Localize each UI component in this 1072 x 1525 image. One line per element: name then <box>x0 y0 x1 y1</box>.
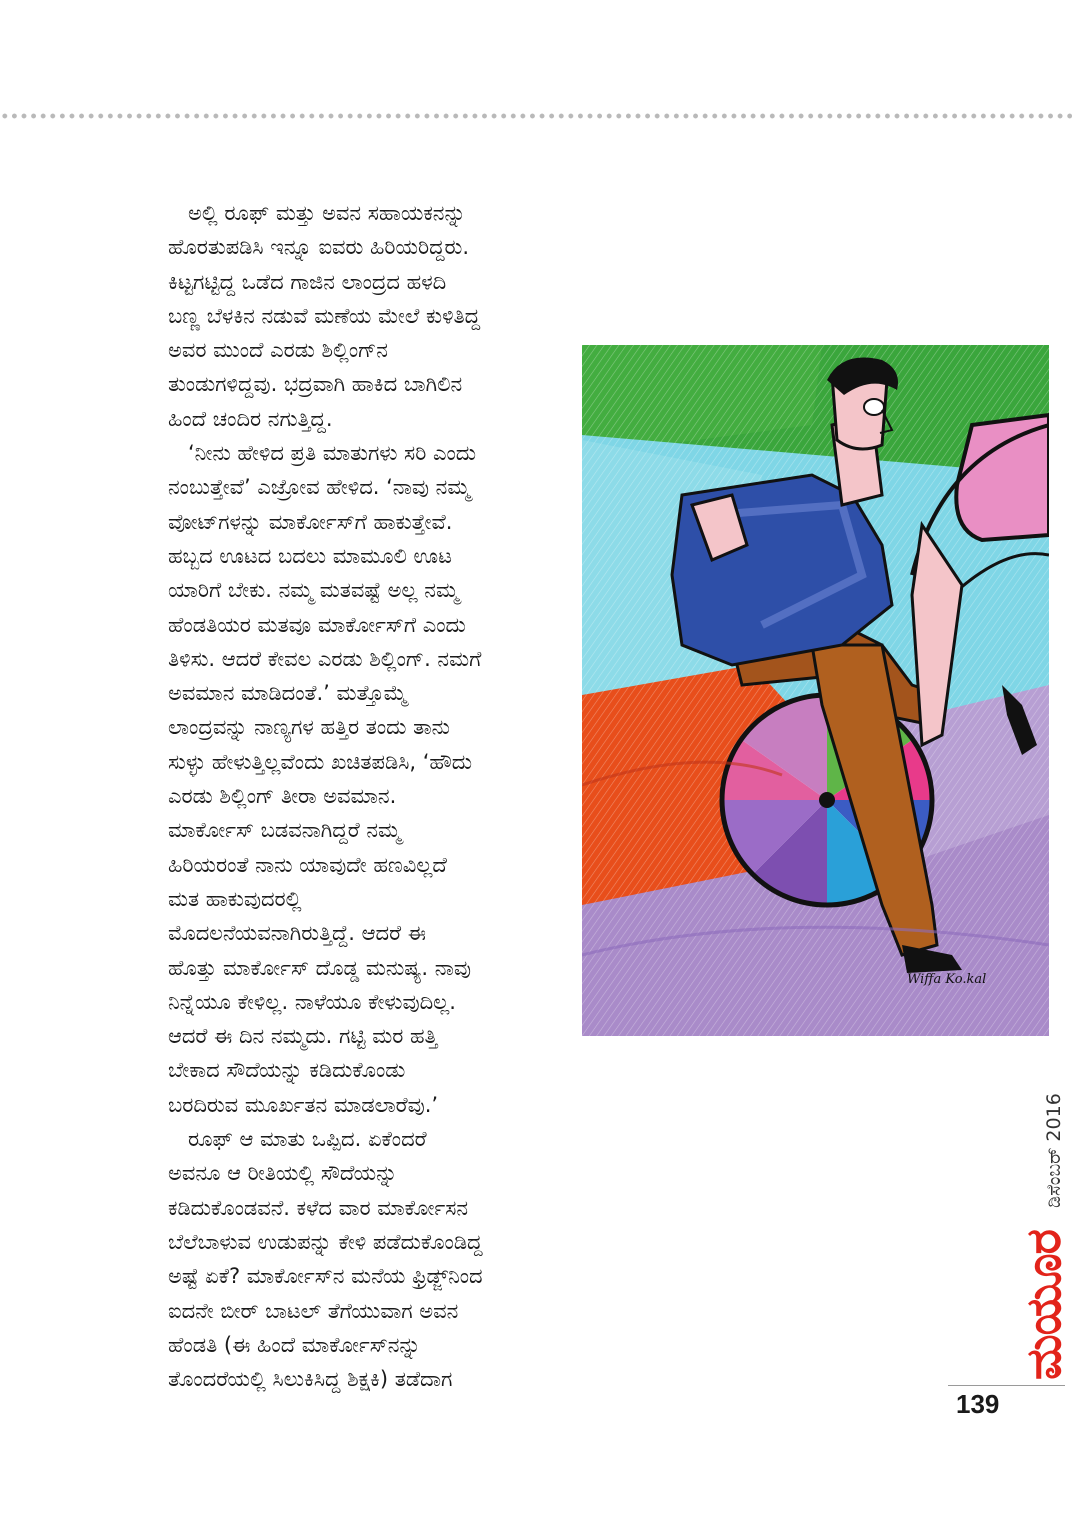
article-line: ತಿಳಿಸು. ಆದರೆ ಕೇವಲ ಎರಡು ಶಿಲ್ಲಿಂಗ್. ನಮಗೆ <box>168 646 482 671</box>
article-line: ತುಂಡುಗಳಿದ್ದವು. ಭದ್ರವಾಗಿ ಹಾಕಿದ ಬಾಗಿಲಿನ <box>168 372 463 397</box>
issue-date: ಡಿಸೆಂಬರ್ 2016 <box>1043 1093 1065 1208</box>
article-line: ಬಣ್ಣ ಬೆಳಕಿನ ನಡುವೆ ಮಣೆಯ ಮೇಲೆ ಕುಳಿತಿದ್ದ <box>168 303 481 328</box>
article-line: ಅವರ ಮುಂದೆ ಎರಡು ಶಿಲ್ಲಿಂಗ್‌ನ <box>168 338 388 363</box>
article-line: ಐದನೇ ಬೀರ್ ಬಾಟಲ್ ತೆಗೆಯುವಾಗ ಅವನ <box>168 1298 459 1323</box>
article-line: ಹೊರತುಪಡಿಸಿ ಇನ್ನೂ ಐವರು ಹಿರಿಯರಿದ್ದರು. <box>168 235 470 260</box>
article-line: ಯಾರಿಗೆ ಬೇಕು. ನಮ್ಮ ಮತವಷ್ಟೆ ಅಲ್ಲ ನಮ್ಮ <box>168 578 459 603</box>
article-line: ಬೆಲೆಬಾಳುವ ಉಡುಪನ್ನು ಕೇಳಿ ಪಡೆದುಕೊಂಡಿದ್ದ <box>168 1229 483 1254</box>
article-line: ಹಬ್ಬದ ಊಟದ ಬದಲು ಮಾಮೂಲಿ ಊಟ <box>168 543 452 568</box>
article-line: ಕಿಟ್ಟಗಟ್ಟಿದ್ದ ಒಡೆದ ಗಾಜಿನ ಲಾಂದ್ರದ ಹಳದಿ <box>168 269 447 294</box>
article-line: ಮೊದಲನೆಯವನಾಗಿರುತ್ತಿದ್ದೆ. ಆದರೆ ಈ <box>168 921 426 946</box>
article-line: ‘ನೀನು ಹೇಳಿದ ಪ್ರತಿ ಮಾತುಗಳು ಸರಿ ಎಂದು <box>188 441 476 466</box>
article-line: ಅಷ್ಟೆ ಏಕೆ? ಮಾರ್ಕೋಸ್‌ನ ಮನೆಯ ಫ್ರಿಡ್ಜ್‌ನಿಂದ <box>168 1264 483 1289</box>
article-line: ಅವಮಾನ ಮಾಡಿದಂತೆ.’ ಮತ್ತೊಮ್ಮೆ <box>168 681 408 706</box>
article-line: ತೊಂದರೆಯಲ್ಲಿ ಸಿಲುಕಿಸಿದ್ದ ಶಿಕ್ಷಕಿ) ತಡೆದಾಗ <box>168 1367 453 1392</box>
article-line: ಅವನೂ ಆ ರೀತಿಯಲ್ಲಿ ಸೌದೆಯನ್ನು <box>168 1161 398 1186</box>
article-line: ವೋಟ್‌ಗಳನ್ನು ಮಾರ್ಕೋಸ್‌ಗೆ ಹಾಕುತ್ತೇವೆ. <box>168 509 453 534</box>
article-line: ಹೊತ್ತು ಮಾರ್ಕೋಸ್ ದೊಡ್ಡ ಮನುಷ್ಯ. ನಾವು <box>168 955 471 980</box>
folio-rule <box>948 1385 1065 1386</box>
article-line: ಮತ ಹಾಕುವುದರಲ್ಲಿ <box>168 886 302 911</box>
pink-object <box>956 415 1049 540</box>
bicycle-rider-illustration <box>582 345 1049 1036</box>
article-line: ಹೆಂಡತಿಯರ ಮತವೂ ಮಾರ್ಕೋಸ್‌ಗೆ ಎಂದು <box>168 612 466 637</box>
magazine-masthead <box>1016 1093 1072 1380</box>
article-line: ಲಾಂದ್ರವನ್ನು ನಾಣ್ಯಗಳ ಹತ್ತಿರ ತಂದು ತಾನು <box>168 715 450 740</box>
article-line: ಹಿರಿಯರಂತೆ ನಾನು ಯಾವುದೇ ಹಣವಿಲ್ಲದೆ <box>168 852 447 877</box>
article-line: ಆದರೆ ಈ ದಿನ ನಮ್ಮದು. ಗಟ್ಟಿ ಮರ ಹತ್ತಿ <box>168 1024 438 1049</box>
article-line: ಅಲ್ಲಿ ರೂಫ್ ಮತ್ತು ಅವನ ಸಹಾಯಕನನ್ನು <box>188 201 466 225</box>
article-line: ಮಾರ್ಕೋಸ್ ಬಡವನಾಗಿದ್ದರೆ ನಮ್ಮ <box>168 818 401 843</box>
rider-eye <box>864 399 884 415</box>
article-body <box>168 196 588 1396</box>
dotted-divider <box>0 112 1072 120</box>
article-line: ಬರದಿರುವ ಮೂರ್ಖತನ ಮಾಡಲಾರೆವು.’ <box>168 1092 439 1117</box>
page-number: 139 <box>956 1389 1000 1419</box>
article-line: ಹಿಂದೆ ಚಂದಿರ ನಗುತ್ತಿದ್ದ. <box>168 406 333 431</box>
article-line: ಹೆಂಡತಿ (ಈ ಹಿಂದೆ ಮಾರ್ಕೋಸ್‌ನನ್ನು <box>168 1332 421 1357</box>
article-line: ಬೇಕಾದ ಸೌದೆಯನ್ನು ಕಡಿದುಕೊಂಡು <box>168 1058 406 1083</box>
article-line: ನಿನ್ನೆಯೂ ಕೇಳಿಲ್ಲ. ನಾಳೆಯೂ ಕೇಳುವುದಿಲ್ಲ. <box>168 989 456 1014</box>
artist-signature: Wiffa Ko.kal <box>907 972 987 987</box>
article-line: ಸುಳ್ಳು ಹೇಳುತ್ತಿಲ್ಲವೆಂದು ಖಚಿತಪಡಿಸಿ, ‘ಹೌದು <box>168 749 473 774</box>
article-line: ರೂಫ್ ಆ ಮಾತು ಒಪ್ಪಿದ. ಏಕೆಂದರೆ <box>188 1127 427 1152</box>
article-line: ನಂಬುತ್ತೇವೆ’ ಎಜ್ರೋವ ಹೇಳಿದ. ‘ನಾವು ನಮ್ಮ <box>168 475 471 500</box>
magazine-name: ಮಯೂರ <box>1016 1229 1072 1380</box>
article-line: ಕಡಿದುಕೊಂಡವನೆ. ಕಳೆದ ವಾರ ಮಾರ್ಕೋಸನ <box>168 1195 469 1220</box>
article-line: ಎರಡು ಶಿಲ್ಲಿಂಗ್ ತೀರಾ ಅವಮಾನ. <box>168 784 397 809</box>
